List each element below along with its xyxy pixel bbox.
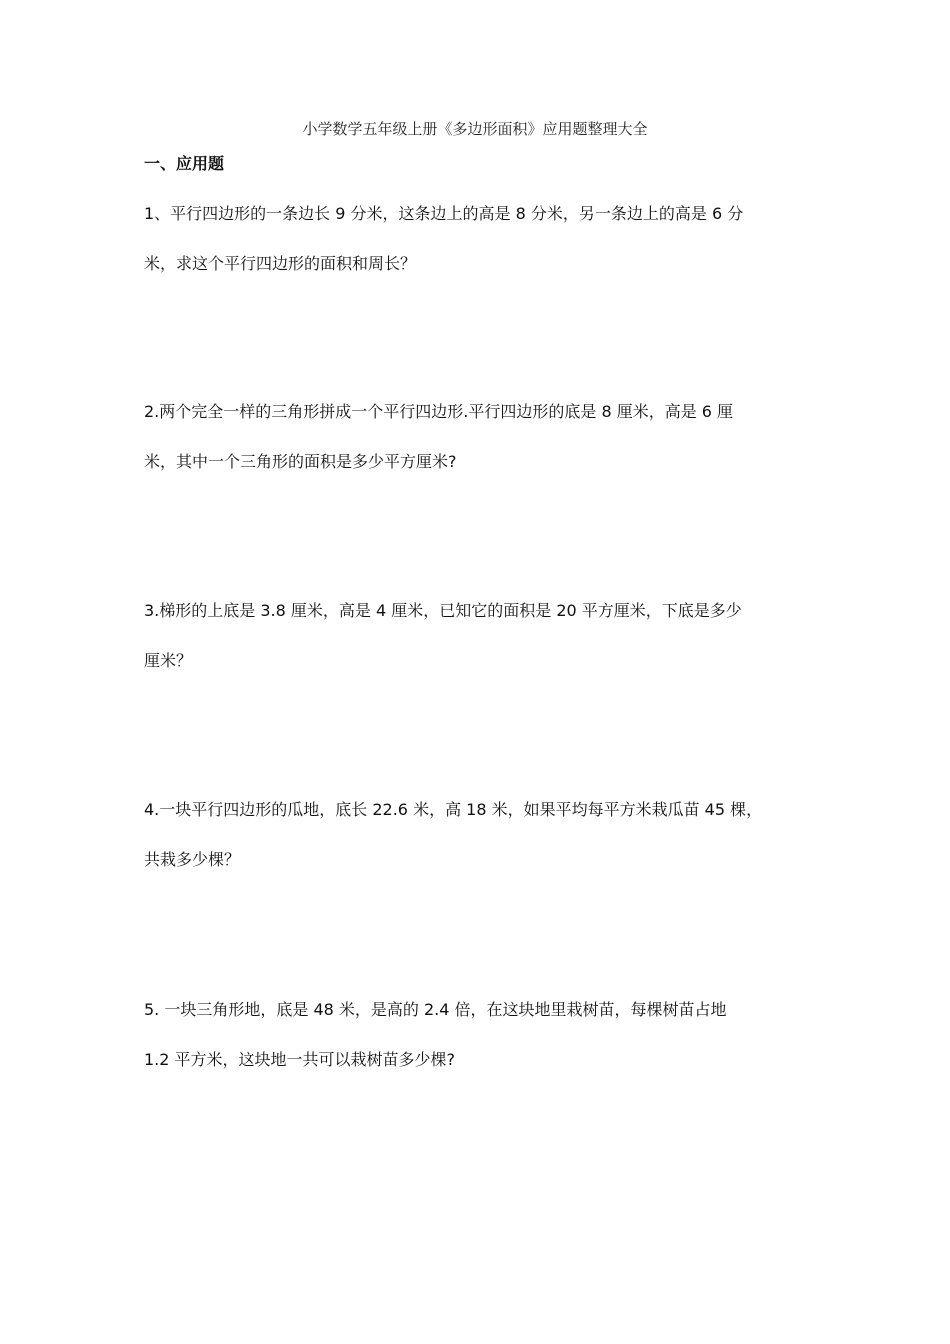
question-4-line-2: 共栽多少棵？ [144,850,241,869]
question-5-line-1: 5. 一块三角形地，底是 48 米，是高的 2.4 倍，在这块地里栽树苗，每棵树苗占地 [144,1000,727,1019]
question-2-line-2: 米，其中一个三角形的面积是多少平方厘米? [144,452,457,471]
question-3-line-1: 3.梯形的上底是 3.8 厘米，高是 4 厘米，已知它的面积是 20 平方厘米，下底是多少 [144,601,742,620]
question-3 [144,599,824,673]
section-heading: 一、应用题 [144,154,225,173]
question-2-line-1: 2.两个完全一样的三角形拼成一个平行四边形.平行四边形的底是 8 厘米，高是 6 厘 [144,402,734,421]
question-4-line-1: 4.一块平行四边形的瓜地，底长 22.6 米，高 18 米，如果平均每平方米栽瓜苗 45 棵， [144,800,763,819]
document-title: 小学数学五年级上册《多边形面积》应用题整理大全 [302,120,648,138]
question-5-line-2: 1.2 平方米，这块地一共可以栽树苗多少棵? [144,1050,456,1069]
question-1 [144,202,824,276]
question-3-line-2: 厘米？ [144,651,193,670]
question-1-line-1: 1、平行四边形的一条边长 9 分米，这条边上的高是 8 分米，另一条边上的高是 6 分 [144,204,744,223]
question-2 [144,400,824,474]
question-5 [144,998,824,1072]
question-4 [144,798,824,872]
question-1-line-2: 米，求这个平行四边形的面积和周长？ [144,254,417,273]
